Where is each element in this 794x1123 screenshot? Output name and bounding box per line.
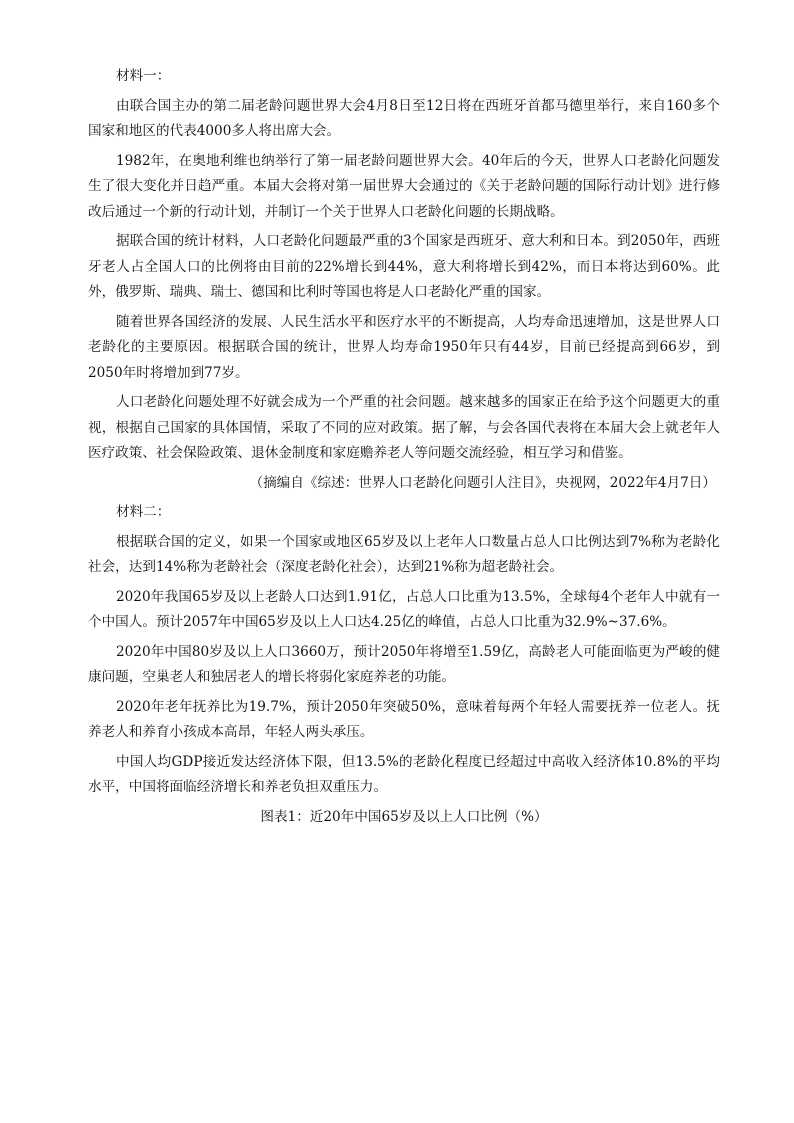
material-2-paragraph: 根据联合国的定义，如果一个国家或地区65岁及以上老年人口数量占总人口比例达到7%称为老龄化社会，达到14%称为老龄社会（深度老龄化社会），达到21%称为超老龄社会。	[88, 533, 720, 575]
material-2-paragraph: 2020年老年抚养比为19.7%，预计2050年突破50%，意味着每两个年轻人需要抚养一位老人。抚养老人和养育小孩成本高昂，年轻人两头承压。	[88, 698, 720, 740]
document-body	[88, 64, 720, 830]
material-1-label: 材料一：	[116, 68, 171, 84]
material-1-paragraph: 1982年，在奥地利维也纳举行了第一届老龄问题世界大会。40年后的今天，世界人口老龄化问题发生了很大变化并日趋严重。本届大会将对第一届世界大会通过的《关于老龄问题的国际行动计划》进行修改后通过一个新的行动计划，并制订一个关于世界人口老龄化问题的长期战略。	[88, 152, 720, 220]
material-1-paragraph: 随着世界各国经济的发展、人民生活水平和医疗水平的不断提高，人均寿命迅速增加，这是世界人口老龄化的主要原因。根据联合国的统计，世界人均寿命1950年只有44岁，目前已经提高到66岁，到2050年时将增加到77岁。	[88, 313, 720, 381]
material-2-paragraph: 2020年中国80岁及以上人口3660万，预计2050年将增至1.59亿，高龄老人可能面临更为严峻的健康问题，空巢老人和独居老人的增长将弱化家庭养老的功能。	[88, 643, 720, 685]
material-1-paragraph: 由联合国主办的第二届老龄问题世界大会4月8日至12日将在西班牙首都马德里举行，来自160多个国家和地区的代表4000多人将出席大会。	[88, 97, 720, 139]
material-1-paragraph: 据联合国的统计材料，人口老龄化问题最严重的3个国家是西班牙、意大利和日本。到2050年，西班牙老人占全国人口的比例将由目前的22%增长到44%，意大利将增长到42%，而日本将达到60%。此外，俄罗斯、瑞典、瑞士、德国和比利时等国也将是人口老龄化严重的国家。	[88, 233, 720, 300]
material-2-paragraph: 中国人均GDP接近发达经济体下限，但13.5%的老龄化程度已经超过中高收入经济体10.8%的平均水平，中国将面临经济增长和养老负担双重压力。	[88, 753, 720, 795]
material-1-paragraph: 人口老龄化问题处理不好就会成为一个严重的社会问题。越来越多的国家正在给予这个问题更大的重视，根据自己国家的具体国情，采取了不同的应对政策。据了解，与会各国代表将在本届大会上就老年人医疗政策、社会保险政策、退休金制度和家庭赡养老人等问题交流经验，相互学习和借鉴。	[88, 394, 720, 461]
material-2-paragraph: 2020年我国65岁及以上老龄人口达到1.91亿，占总人口比重为13.5%，全球每4个老年人中就有一个中国人。预计2057年中国65岁及以上人口达4.25亿的峰值，占总人口比重为32.9%~37.6%。	[88, 588, 720, 630]
material-2-label: 材料二：	[116, 504, 171, 520]
material-1-source: （摘编自《综述：世界人口老龄化问题引人注目》，央视网，2022年4月7日）	[249, 474, 716, 491]
figure-caption: 图表1：近20年中国65岁及以上人口比例（%）	[260, 808, 548, 825]
